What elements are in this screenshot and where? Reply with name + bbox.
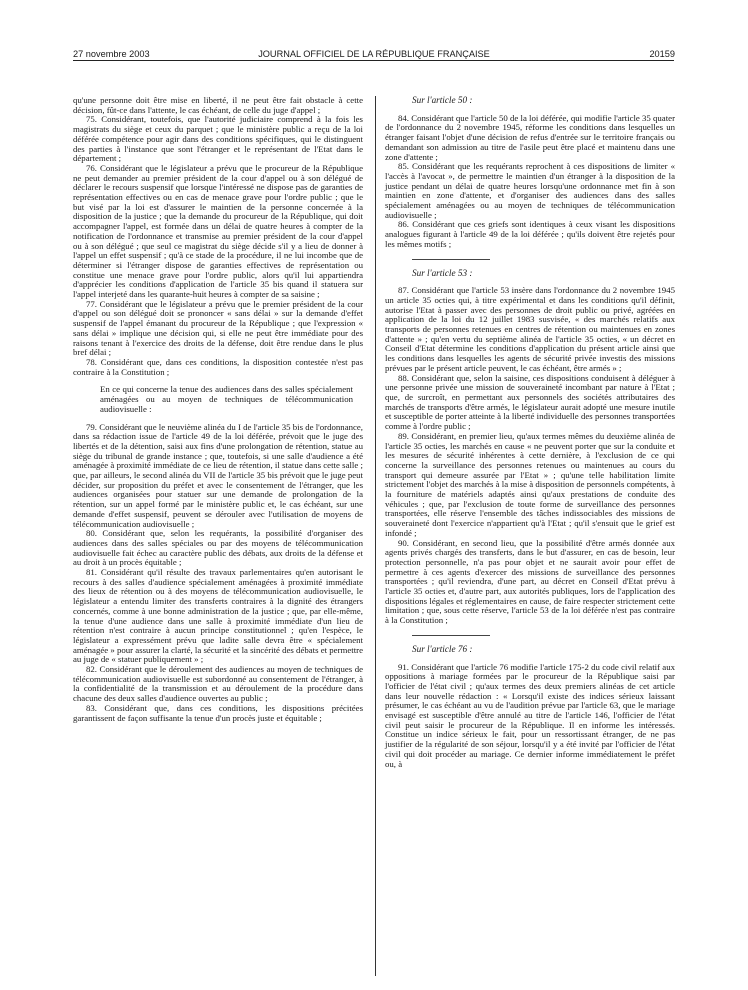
subheading-audiences: En ce qui concerne la tenue des audiences dans des salles spécialement aménagées ou au moyen de techniques de télécommunication audiovisuelle : xyxy=(100,384,353,414)
paragraph-82: 82. Considérant que le déroulement des audiences au moyen de techniques de télécommunication audiovisuelle est subordonné au consentement de l'étranger, à la confidentialité de la transmission et au déroulement de la procédure dans chacune des deux salles d'audience ouvertes au public ; xyxy=(73,664,363,704)
heading-article-50: Sur l'article 50 : xyxy=(412,95,473,105)
issue-date: 27 novembre 2003 xyxy=(73,49,150,59)
paragraph-77: 77. Considérant que le législateur a prévu que le premier président de la cour d'appel ou son délégué doit se prononcer « sans délai » sur la demande d'effet suspensif de l'appel émanant du procureur de la République ; que l'expression « sans délai » implique une décision qui, si elle ne peut être immédiate pour des raisons tenant à l'exercice des droits de la défense, doit être rendue dans le plus bref délai ; xyxy=(73,298,363,358)
header-rule xyxy=(73,60,674,61)
paragraph-83: 83. Considérant que, dans ces conditions, les dispositions précitées garantissent de façon suffisante la tenue d'un procès juste et équitable ; xyxy=(73,702,363,723)
paragraph-90: 90. Considérant, en second lieu, que la possibilité d'être armés donnée aux agents privés chargés des transferts, dans le but d'assurer, en cas de besoin, leur protection personnelle, n'a pas pour objet et ne saurait avoir pour effet de permettre à ces agents d'exercer des missions de surveillance des personnes transportées ; qu'il reviendra, d'une part, au décret en Conseil d'Etat prévu à l'article 35 octies et, d'autre part, aux autorités publiques, lors de l'application des dispositions légales et réglementaires en cause, de faire respecter strictement cette limitation ; que, sous cette réserve, l'article 53 de la loi déférée n'est pas contraire à la Constitution ; xyxy=(385,537,675,626)
paragraph-81: 81. Considérant qu'il résulte des travaux parlementaires qu'en autorisant le recours à des salles d'audience spécialement aménagées à proximité immédiate des lieux de rétention ou à des moyens de télécommunication audiovisuelle, le législateur a entendu limiter des transferts contraires à la dignité des étrangers concernés, comme à une bonne administration de la justice ; que, par elle-même, la tenue d'une audience dans une salle à proximité immédiate d'un lieu de rétention n'est contraire à aucun principe constitutionnel ; qu'en l'espèce, le législateur a expressément prévu que ladite salle devra être « spécialement aménagée » pour assurer la clarté, la sécurité et la sincérité des débats et permettre au juge de « statuer publiquement » ; xyxy=(73,567,363,665)
page-number: 20159 xyxy=(649,49,675,59)
section-separator xyxy=(412,259,490,260)
paragraph-75: 75. Considérant, toutefois, que l'autorité judiciaire comprend à la fois les magistrats du siège et ceux du parquet ; que le ministère public a reçu de la loi déférée compétence pour agir dans des conditions spécifiques, qui le distinguent des parties à l'instance que sont l'étranger et le représentant de l'Etat dans le département ; xyxy=(73,114,363,164)
paragraph-79: 79. Considérant que le neuvième alinéa du I de l'article 35 bis de l'ordonnance, dans sa rédaction issue de l'article 49 de la loi déférée, prévoit que le juge des libertés et de la détention, saisi aux fins d'une prolongation de rétention, statue au siège du tribunal de grande instance ; que, toutefois, si une salle d'audience a été aménagée à proximité immédiate de ce lieu de rétention, il statue dans cette salle ; que, par ailleurs, le second alinéa du VII de l'article 35 bis prévoit que le juge peut décider, sur proposition du préfet et avec le consentement de l'étranger, que les audiences organisées pour statuer sur une demande de prolongation de la rétention, sur un appel formé par le ministère public et, le cas échéant, sur une demande d'effet suspensif, peuvent se dérouler avec l'utilisation de moyens de télécommunication audiovisuelle ; xyxy=(73,421,364,529)
paragraph-87: 87. Considérant que l'article 53 insère dans l'ordonnance du 2 novembre 1945 un article 35 octies qui, à titre expérimental et dans les conditions qu'il définit, autorise l'Etat à passer avec des personnes de droit public ou privé, agréées en application de la loi du 12 juillet 1983 susvisée, « des marchés relatifs aux transports de personnes retenues en centres de rétention ou maintenues en zones d'attente » ; qu'en vertu du septième alinéa de l'article 35 octies, « un décret en Conseil d'Etat détermine les conditions d'application du présent article ainsi que les conditions dans lesquelles les agents de sécurité privée investis des missions prévues par le présent article peuvent, le cas échéant, être armés » ; xyxy=(385,285,675,373)
paragraph-76: 76. Considérant que le législateur a prévu que le procureur de la République ne peut demander au premier président de la cour d'appel ou à son délégué de déclarer le recours suspensif que lorsque l'intéressé ne dispose pas de garanties de représentation effectives ou en cas de menace grave pour l'ordre public ; que le but visé par la loi est d'assurer le maintien de la personne concernée à la disposition de la justice ; que la demande du procureur de la République, qui doit accompagner l'appel, est formée dans un délai de quatre heures à compter de la notification de l'ordonnance et transmise au premier président de la cour d'appel ou à son délégué ; que seul ce magistrat du siège décide s'il y a lieu de donner à l'appel un effet suspensif ; qu'à ce stade de la procédure, il ne lui incombe que de déterminer si l'étranger dispose de garanties effectives de représentation ou constitue une menace grave pour l'ordre public, alors qu'il lui appartiendra d'apprécier les conditions d'application de l'article 35 bis quand il statuera sur l'appel interjeté dans les quarante-huit heures à compter de sa saisine ; xyxy=(73,162,363,300)
paragraph-85: 85. Considérant que les requérants reprochent à ces dispositions de limiter « l'accès à l'avocat », de permettre le maintien d'un étranger à la disposition de la justice pendant un délai de quatre heures lorsqu'une ordonnance met fin à son maintien en zone d'attente, et d'organiser des audiences dans des salles spécialement aménagées ou au moyen de techniques de télécommunication audiovisuelle ; xyxy=(385,161,675,220)
paragraph-86: 86. Considérant que ces griefs sont identiques à ceux visant les dispositions analogues figurant à l'article 49 de la loi déférée ; qu'ils doivent être rejetés pour les mêmes motifs ; xyxy=(385,219,675,249)
heading-article-53: Sur l'article 53 : xyxy=(412,267,473,278)
left-column xyxy=(73,96,363,723)
paragraph-89: 89. Considérant, en premier lieu, qu'aux termes mêmes du deuxième alinéa de l'article 35 octies, les marchés en cause « ne peuvent porter que sur la conduite et les mesures de sécurité inhérentes à cette dernière, à l'exclusion de ce qui concerne la surveillance des personnes retenues ou maintenues au cours du transport qui demeure assurée par l'Etat » ; qu'une telle habilitation limite strictement l'objet des marchés à la mise à disposition de personnels compétents, à la fourniture de matériels adaptés ainsi qu'aux prestations de conduite des véhicules ; que, par l'exclusion de toute forme de surveillance des personnes transportées, elle réserve l'ensemble des tâches indissociables des missions de souveraineté dont l'exercice n'appartient qu'à l'Etat ; qu'il s'ensuit que le grief est infondé ; xyxy=(385,430,675,538)
paragraph-84: 84. Considérant que l'article 50 de la loi déférée, qui modifie l'article 35 quater de l'ordonnance du 2 novembre 1945, réforme les conditions dans lesquelles un étranger faisant l'objet d'une décision de refus d'entrée sur le territoire français ou demandant son admission au titre de l'asile peut être placé et maintenu dans une zone d'attente ; xyxy=(385,112,675,162)
page-header xyxy=(0,0,748,60)
right-column xyxy=(385,96,675,769)
journal-title: JOURNAL OFFICIEL DE LA RÉPUBLIQUE FRANÇAISE xyxy=(258,49,490,59)
paragraph-88: 88. Considérant que, selon la saisine, ces dispositions conduisent à déléguer à une personne privée une mission de souveraineté incombant par nature à l'Etat ; que, de surcroît, en permettant aux personnels des sociétés attributaires des marchés de transports d'être armés, le législateur aurait adopté une mesure inutile et susceptible de porter atteinte à la liberté individuelle des personnes transportées comme à l'ordre public ; xyxy=(385,372,675,432)
section-separator xyxy=(412,635,490,636)
paragraph-91: 91. Considérant que l'article 76 modifie l'article 175-2 du code civil relatif aux oppositions à mariage formées par le procureur de la République saisi par l'officier de l'état civil ; qu'aux termes des deux premiers alinéas de cet article dans leur nouvelle rédaction : « Lorsqu'il existe des indices sérieux laissant présumer, le cas échéant au vu de l'audition prévue par l'article 63, que le mariage envisagé est susceptible d'être annulé au titre de l'article 146, l'officier de l'état civil peut saisir le procureur de la République. Il en informe les intéressés. Constitue un indice sérieux le fait, pour un ressortissant étranger, de ne pas justifier de la régularité de son séjour, lorsqu'il y a été invité par l'officier de l'état civil qui doit procéder au mariage. Ce dernier informe immédiatement le préfet ou, à xyxy=(385,661,675,769)
paragraph-continued: qu'une personne doit être mise en liberté, il ne peut être fait obstacle à cette décision, fût-ce dans l'attente, le cas échéant, de celle du juge d'appel ; xyxy=(73,95,363,115)
heading-article-76: Sur l'article 76 : xyxy=(412,643,473,654)
paragraph-78: 78. Considérant que, dans ces conditions, la disposition contestée n'est pas contraire à la Constitution ; xyxy=(73,356,363,377)
column-divider xyxy=(375,96,376,976)
paragraph-80: 80. Considérant que, selon les requérants, la possibilité d'organiser des audiences dans des salles spéciales ou par des moyens de télécommunication audiovisuelle fait échec au caractère public des débats, aux droits de la défense et au droit à un procès équitable ; xyxy=(73,528,363,568)
